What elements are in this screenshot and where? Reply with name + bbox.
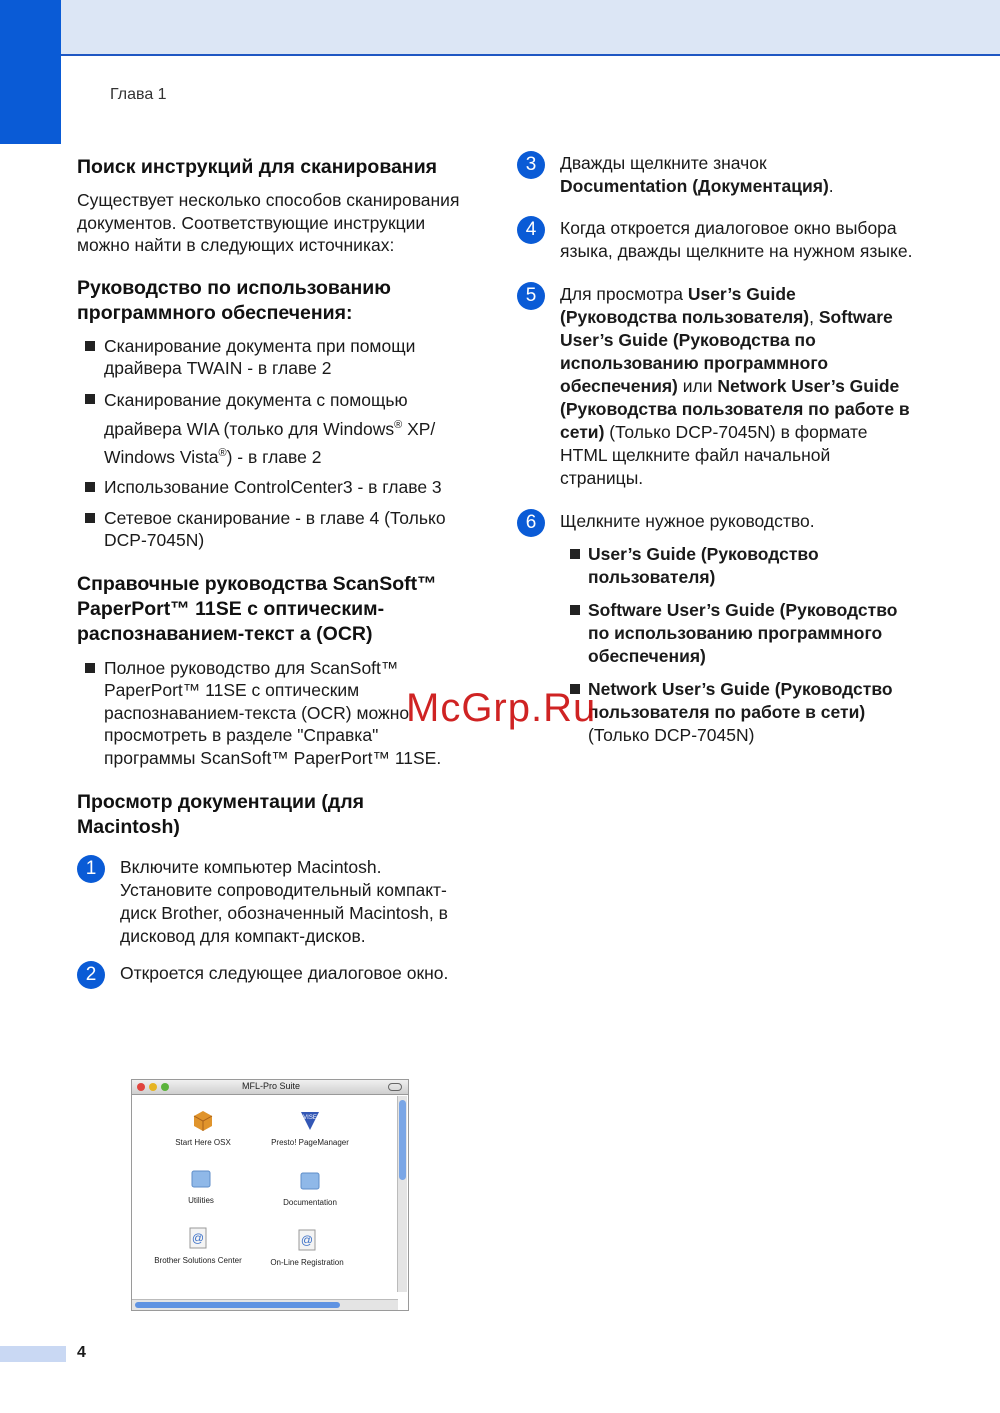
web-link-icon bbox=[186, 1226, 210, 1250]
folder-icon bbox=[298, 1168, 322, 1192]
step-number: 3 bbox=[517, 151, 545, 179]
header-rule bbox=[61, 54, 1000, 56]
step-number: 4 bbox=[517, 216, 545, 244]
network-note: (Только DCP-7045N) bbox=[588, 725, 755, 745]
left-column bbox=[77, 155, 472, 985]
page-number: 4 bbox=[77, 1344, 86, 1361]
guide-item-users-guide[interactable]: User’s Guide (Руководство пользователя) bbox=[517, 543, 917, 589]
online-registration-item[interactable]: @ On-Line Registration bbox=[257, 1228, 357, 1267]
guide-item-network-guide[interactable]: Network User’s Guide (Руководство пользователя по работе в сети) (Только DCP-7045N) bbox=[517, 678, 917, 747]
dialog-titlebar bbox=[132, 1080, 408, 1095]
header-band bbox=[0, 0, 1000, 56]
minimize-icon[interactable] bbox=[149, 1083, 157, 1091]
step-number: 1 bbox=[77, 855, 105, 883]
svg-text:@: @ bbox=[191, 1231, 205, 1245]
svg-text:@: @ bbox=[300, 1233, 314, 1247]
section-title-software-guide: Руководство по использованию программного обеспечения: bbox=[77, 276, 391, 324]
watermark: McGrp.Ru bbox=[406, 686, 597, 730]
folder-icon bbox=[189, 1166, 213, 1190]
vertical-scrollbar[interactable] bbox=[397, 1096, 407, 1292]
mac-dialog-screenshot bbox=[131, 1079, 409, 1311]
presto-icon bbox=[298, 1108, 322, 1132]
step-4: 4 Когда откроется диалоговое окно выбора языка, дважды щелкните на нужном языке. bbox=[517, 217, 917, 263]
toolbar-toggle-icon[interactable] bbox=[388, 1083, 402, 1091]
presto-item[interactable]: VISE Presto! PageManager bbox=[260, 1108, 360, 1147]
horizontal-scrollbar[interactable] bbox=[132, 1299, 398, 1310]
guide-item-software-guide[interactable]: Software User’s Guide (Руководство по использованию программного обеспечения) bbox=[517, 599, 917, 668]
list-item: Использование ControlCenter3 - в главе 3 bbox=[77, 476, 472, 499]
step-number: 5 bbox=[517, 282, 545, 310]
package-icon bbox=[191, 1108, 215, 1132]
section-title-scan-instructions: Поиск инструкций для сканирования bbox=[77, 156, 438, 178]
svg-text:VISE: VISE bbox=[303, 1115, 317, 1121]
utilities-item[interactable]: Utilities bbox=[151, 1166, 251, 1205]
list-item: Сканирование документа с помощью драйвера WIA (только для Windows® XP/ Windows Vista®) - в главе 2 bbox=[77, 388, 472, 471]
web-link-icon bbox=[295, 1228, 319, 1252]
section-intro: Существует несколько способов сканирования документов. Соответствующие инструкции можно найти в следующих источниках: bbox=[77, 190, 460, 255]
documentation-item[interactable]: Documentation bbox=[260, 1168, 360, 1207]
close-icon[interactable] bbox=[137, 1083, 145, 1091]
step-5: 5 Для просмотра User’s Guide (Руководства пользователя), Software User’s Guide (Руководства по использованию программного обеспечения) или Network User’s Guide (Руководства пользователя по работе в сети) (Только DCP-7045N) в формате HTML щелкните файл начальной страницы. bbox=[517, 283, 917, 490]
footer-bar bbox=[0, 1346, 66, 1362]
list-item: Сетевое сканирование - в главе 4 (Только DCP-7045N) bbox=[77, 507, 472, 552]
section-title-ocr-guides: Справочные руководства ScanSoft™ PaperPort™ 11SE с оптическим-распознаванием-текст а (OCR) bbox=[77, 572, 437, 645]
right-column bbox=[517, 152, 917, 747]
step-number: 6 bbox=[517, 509, 545, 537]
list-item: Полное руководство для ScanSoft™ PaperPort™ 11SE с оптическим распознаванием-текста (OCR) можно просмотреть в разделе "Справка" программы ScanSoft™ PaperPort™ 11SE. bbox=[77, 657, 472, 770]
solutions-center-item[interactable]: @ Brother Solutions Center bbox=[148, 1226, 248, 1265]
step-3: 3 Дважды щелкните значок Documentation (Документация). bbox=[517, 152, 917, 198]
zoom-icon[interactable] bbox=[161, 1083, 169, 1091]
chapter-label: Глава 1 bbox=[110, 86, 167, 103]
section-title-mac-docs: Просмотр документации (для Macintosh) bbox=[77, 791, 364, 839]
step-6: 6 Щелкните нужное руководство. bbox=[517, 510, 917, 533]
step-1: 1 Включите компьютер Macintosh. Установите сопроводительный компакт-диск Brother, обозначенный Macintosh, в дисковод для компакт-дисков. bbox=[77, 856, 472, 948]
dialog-title: MFL-Pro Suite bbox=[242, 1081, 301, 1091]
step-number: 2 bbox=[77, 961, 105, 989]
chapter-tab bbox=[0, 0, 61, 144]
step-2: 2 Откроется следующее диалоговое окно. bbox=[77, 962, 472, 985]
start-here-item[interactable]: Start Here OSX bbox=[153, 1108, 253, 1147]
list-item: Сканирование документа при помощи драйвера TWAIN - в главе 2 bbox=[77, 335, 472, 380]
